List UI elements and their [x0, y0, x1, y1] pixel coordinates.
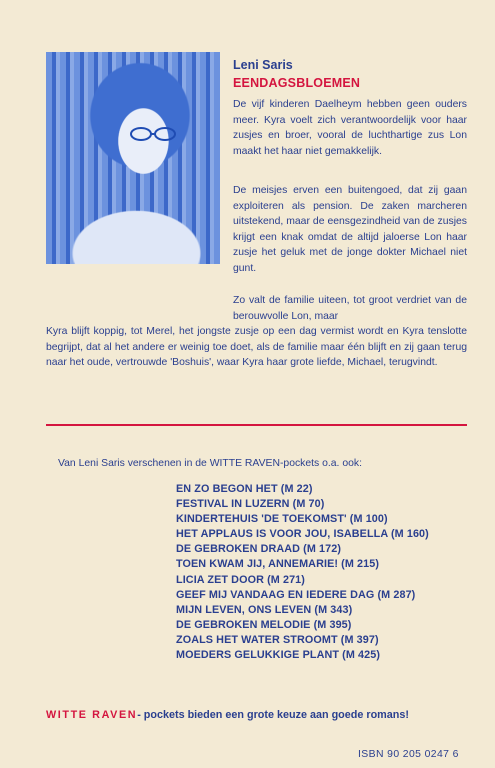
divider-rule — [46, 424, 467, 426]
series-title: KINDERTEHUIS 'DE TOEKOMST' (M 100) — [176, 513, 388, 526]
author-photo — [46, 52, 220, 264]
blurb-paragraph-1: De vijf kinderen Daelheym hebben geen ouders meer. Kyra voelt zich verantwoordelijk voor haar zusjes en broer, vooral de luchthartige zus Lon maakt het haar niet gemakkelijk. — [233, 99, 467, 157]
series-title: MOEDERS GELUKKIGE PLANT (M 425) — [176, 649, 381, 662]
book-title: EENDAGSBLOEMEN — [233, 76, 361, 90]
blurb-paragraph-3-start: Zo valt de familie uiteen, tot groot verdriet van de berouwvolle Lon, maar — [233, 295, 467, 322]
blurb-paragraph-3-end: Kyra blijft koppig, tot Merel, het jongste zusje op een dag vermist wordt en Kyra tenslotte begrijpt, dat al het andere er weinig toe doet, als de familie maar één blijft en zij gaan terug naar het oude, vertrouwde 'Boshuis', waar Kyra haar grote liefde, Michael, terugvindt. — [46, 326, 467, 368]
publisher-slogan — [46, 709, 467, 721]
isbn-number: ISBN 90 205 0247 6 — [358, 749, 459, 760]
series-title: DE GEBROKEN MELODIE (M 395) — [176, 618, 352, 631]
series-title: MIJN LEVEN, ONS LEVEN (M 343) — [176, 603, 353, 616]
series-intro: Van Leni Saris verschenen in de WITTE RAVEN-pockets o.a. ook: — [58, 458, 362, 469]
series-title-list — [176, 482, 429, 663]
blurb-paragraph-2: De meisjes erven een buitengoed, dat zij gaan exploiteren als pension. De zaken marcheren uitstekend, maar de eensgezindheid van de zusjes krijgt een knak omdat de altijd jaloerse Lon haar zusje het geluk met de jonge dokter Michael niet gunt. — [233, 185, 467, 274]
glasses-shape — [128, 126, 178, 142]
series-title: DE GEBROKEN DRAAD (M 172) — [176, 543, 342, 556]
series-title: HET APPLAUS IS VOOR JOU, ISABELLA (M 160) — [176, 528, 429, 541]
series-title: TOEN KWAM JIJ, ANNEMARIE! (M 215) — [176, 558, 380, 571]
series-title: FESTIVAL IN LUZERN (M 70) — [176, 498, 325, 511]
series-title: LICIA ZET DOOR (M 271) — [176, 573, 305, 586]
slogan-text: - pockets bieden een grote keuze aan goede romans! — [137, 709, 409, 721]
series-title: ZOALS HET WATER STROOMT (M 397) — [176, 633, 379, 646]
author-name: Leni Saris — [233, 58, 293, 72]
publisher-brand: WITTE RAVEN — [46, 709, 138, 721]
series-title: EN ZO BEGON HET (M 22) — [176, 483, 313, 495]
series-title: GEEF MIJ VANDAAG EN IEDERE DAG (M 287) — [176, 588, 416, 601]
